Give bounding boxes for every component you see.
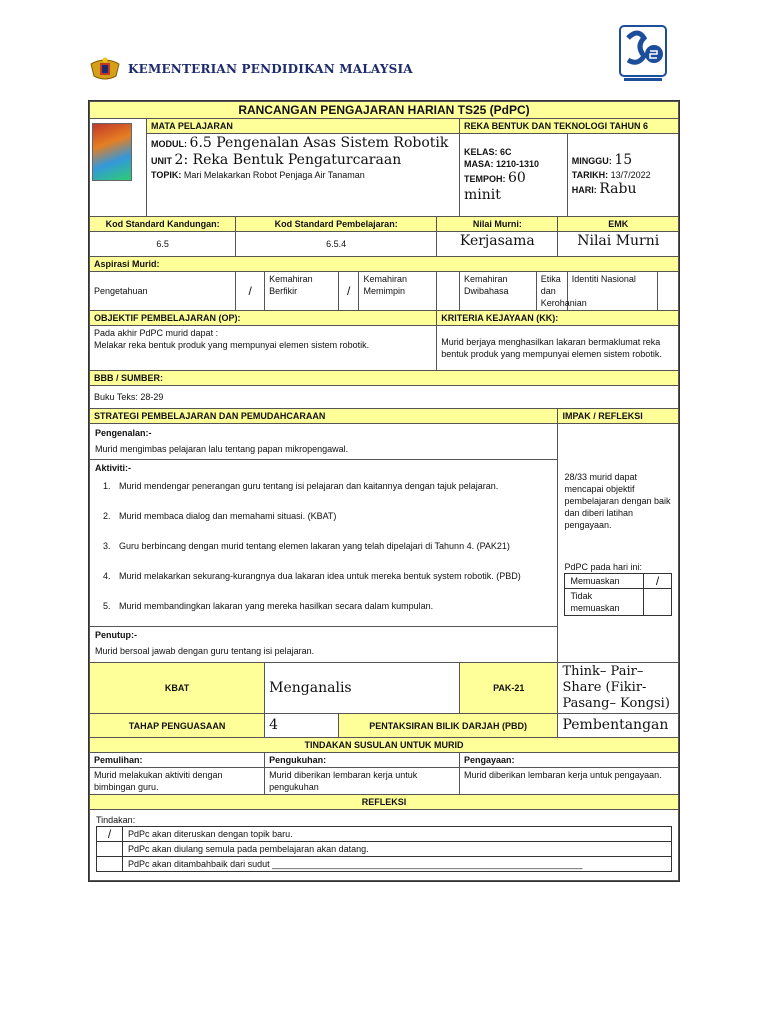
- module-value: 6.5 Pengenalan Asas Sistem Robotik: [189, 135, 449, 151]
- aktiviti-item: 4. Murid melakarkan sekurang-kurangnya dua lakaran idea untuk mereka bentuk system robotik. (PBD): [113, 566, 552, 587]
- class-info-cell: KELAS: 6C MASA: 1210-1310 TEMPOH: 60 minit: [460, 134, 568, 217]
- aktiviti-item: 2. Murid membaca dialog dan memahami situasi. (KBAT): [113, 506, 552, 527]
- hari-value: Rabu: [599, 181, 637, 197]
- aspirasi-mark-pengetahuan[interactable]: /: [236, 272, 265, 311]
- objektif-line1: Pada akhir PdPC murid dapat :: [94, 328, 219, 338]
- strategi-cell: [90, 424, 558, 663]
- tahap-value: 4: [265, 714, 339, 738]
- subject-value: REKA BENTUK DAN TEKNOLOGI TAHUN 6: [460, 119, 679, 134]
- pemulihan-label: Pemulihan:: [90, 753, 265, 768]
- refleksi-option-ulang: PdPc akan diulang semula pada pembelajaran akan datang.: [123, 842, 672, 857]
- minggu-value: 15: [614, 152, 633, 168]
- sk-label: Kod Standard Kandungan:: [90, 217, 236, 232]
- aspirasi-item-pengetahuan: Pengetahuan: [90, 272, 236, 311]
- pengayaan-text: Murid diberikan lembaran kerja untuk pengayaan.: [460, 768, 679, 795]
- impak-mark-memuaskan[interactable]: /: [644, 573, 672, 588]
- kriteria-label: KRITERIA KEJAYAAN (KK):: [437, 311, 679, 326]
- bbb-label: BBB / SUMBER:: [90, 371, 679, 386]
- tempoh-value: 60 minit: [464, 170, 526, 203]
- date-info-cell: MINGGU: 15 TARIKH: 13/7/2022 HARI: Rabu: [567, 134, 678, 217]
- ministry-header: [88, 52, 413, 86]
- refleksi-option-teruskan: PdPc akan diteruskan dengan topik baru.: [123, 827, 672, 842]
- aspirasi-label: Aspirasi Murid:: [90, 257, 679, 272]
- aspirasi-item-identiti: Identiti Nasional: [567, 272, 657, 311]
- emk-label: EMK: [558, 217, 679, 232]
- tahap-label: TAHAP PENGUASAAN: [90, 714, 265, 738]
- susulan-label: TINDAKAN SUSULAN UNTUK MURID: [90, 738, 679, 753]
- kriteria-text: Murid berjaya menghasilkan lakaran bermaklumat reka bentuk produk yang mempunyai elemen sistem robotik.: [437, 326, 679, 371]
- penutup-text: Murid bersoal jawab dengan guru tentang isi pelajaran.: [95, 646, 315, 656]
- sp-label: Kod Standard Pembelajaran:: [236, 217, 437, 232]
- kelas-value: 6C: [500, 147, 512, 157]
- refleksi-mark-teruskan[interactable]: /: [97, 827, 123, 842]
- pengenalan-text: Murid mengimbas pelajaran lalu tentang papan mikropengawal.: [95, 444, 349, 454]
- refleksi-cell: [90, 810, 679, 881]
- unit-value: 2: Reka Bentuk Pengaturcaraan: [174, 152, 402, 168]
- aspirasi-item-memimpin: Kemahiran Memimpin: [359, 272, 437, 311]
- impak-hari-ini: PdPC pada hari ini:: [564, 561, 643, 572]
- pemulihan-text: Murid melakukan aktiviti dengan bimbingan guru.: [90, 768, 265, 795]
- impak-label: IMPAK / REFLEKSI: [558, 409, 679, 424]
- pengayaan-label: Pengayaan:: [460, 753, 679, 768]
- pengukuhan-text: Murid diberikan lembaran kerja untuk pengukuhan: [265, 768, 460, 795]
- subject-label: MATA PELAJARAN: [147, 119, 460, 134]
- penutup-label: Penutup:-: [90, 626, 557, 641]
- tarikh-value: 13/7/2022: [610, 170, 651, 180]
- aspirasi-mark-berfikir[interactable]: /: [338, 272, 359, 311]
- aspirasi-item-berfikir: Kemahiran Berfikir: [265, 272, 339, 311]
- aspirasi-item-dwibahasa: Kemahiran Dwibahasa: [460, 272, 537, 311]
- objektif-cell: [90, 326, 437, 371]
- pbd-value: Pembentangan: [558, 714, 679, 738]
- sp-value: 6.5.4: [236, 232, 437, 257]
- pak-label: PAK-21: [460, 663, 558, 714]
- kbat-label: KBAT: [90, 663, 265, 714]
- ts25-logo-icon: [618, 24, 668, 84]
- topic-value: Mari Melakarkan Robot Penjaga Air Tanaman: [183, 170, 365, 180]
- nm-value: Kerjasama: [437, 232, 558, 257]
- aspirasi-item-etika: Etika dan Kerohanian: [536, 272, 567, 311]
- textbook-cell: [90, 119, 147, 217]
- pak-value: Think– Pair– Share (Fikir-Pasang– Kongsi): [558, 663, 679, 714]
- impak-option-memuaskan: Memuaskan: [565, 573, 644, 588]
- pbd-label: PENTAKSIRAN BILIK DARJAH (PBD): [338, 714, 558, 738]
- form-title: RANCANGAN PENGAJARAN HARIAN TS25 (PdPC): [90, 102, 679, 119]
- sk-value: 6.5: [90, 232, 236, 257]
- impak-text: 28/33 murid dapat mencapai objektif pembelajaran dengan baik dan diberi latihan pengayaan.: [564, 471, 671, 530]
- masa-value: 1210-1310: [496, 159, 540, 169]
- tindakan-label: Tindakan:: [96, 815, 136, 825]
- impak-mark-tidak[interactable]: [644, 588, 672, 615]
- aktiviti-list: [95, 476, 552, 617]
- ministry-name: KEMENTERIAN PENDIDIKAN MALAYSIA: [128, 62, 413, 76]
- refleksi-label: REFLEKSI: [90, 795, 679, 810]
- kbat-value: Menganalis: [265, 663, 460, 714]
- module-cell: MODUL: 6.5 Pengenalan Asas Sistem Robotik UNIT 2: Reka Bentuk Pengaturcaraan TOPIK: Mari Melakarkan Robot Penjaga Air Tanaman: [147, 134, 460, 217]
- textbook-cover-image: [92, 123, 132, 181]
- coat-of-arms-icon: [88, 54, 122, 84]
- refleksi-mark-ulang[interactable]: [97, 842, 123, 857]
- refleksi-mark-tambahbaik[interactable]: [97, 857, 123, 872]
- aktiviti-label: Aktiviti:-: [90, 459, 557, 474]
- pengukuhan-label: Pengukuhan:: [265, 753, 460, 768]
- refleksi-option-tambahbaik: PdPc akan ditambahbaik dari sudut ______________________________________________________________: [123, 857, 672, 872]
- aktiviti-item: 1. Murid mendengar penerangan guru tentang isi pelajaran dan kaitannya dengan tajuk pelajaran.: [113, 476, 552, 497]
- pengenalan-label: Pengenalan:-: [95, 428, 152, 438]
- aktiviti-item: 3. Guru berbincang dengan murid tentang elemen lakaran yang telah dipelajari di Tahunn 4. (PAK21): [113, 536, 552, 557]
- impak-option-tidak: Tidak memuaskan: [565, 588, 644, 615]
- aspirasi-mark-identiti[interactable]: [657, 272, 678, 311]
- nm-label: Nilai Murni:: [437, 217, 558, 232]
- objektif-line2: Melakar reka bentuk produk yang mempunyai elemen sistem robotik.: [94, 340, 370, 350]
- refleksi-options: [96, 826, 672, 872]
- lesson-plan-form: [88, 100, 680, 882]
- aktiviti-item: 5. Murid membandingkan lakaran yang mereka hasilkan secara dalam kumpulan.: [113, 596, 552, 617]
- strategi-label: STRATEGI PEMBELAJARAN DAN PEMUDAHCARAAN: [90, 409, 558, 424]
- bbb-text: Buku Teks: 28-29: [90, 386, 679, 409]
- impak-options: [564, 573, 672, 616]
- aspirasi-mark-memimpin[interactable]: [437, 272, 460, 311]
- objektif-label: OBJEKTIF PEMBELAJARAN (OP):: [90, 311, 437, 326]
- impak-cell: [558, 424, 679, 663]
- emk-value: Nilai Murni: [558, 232, 679, 257]
